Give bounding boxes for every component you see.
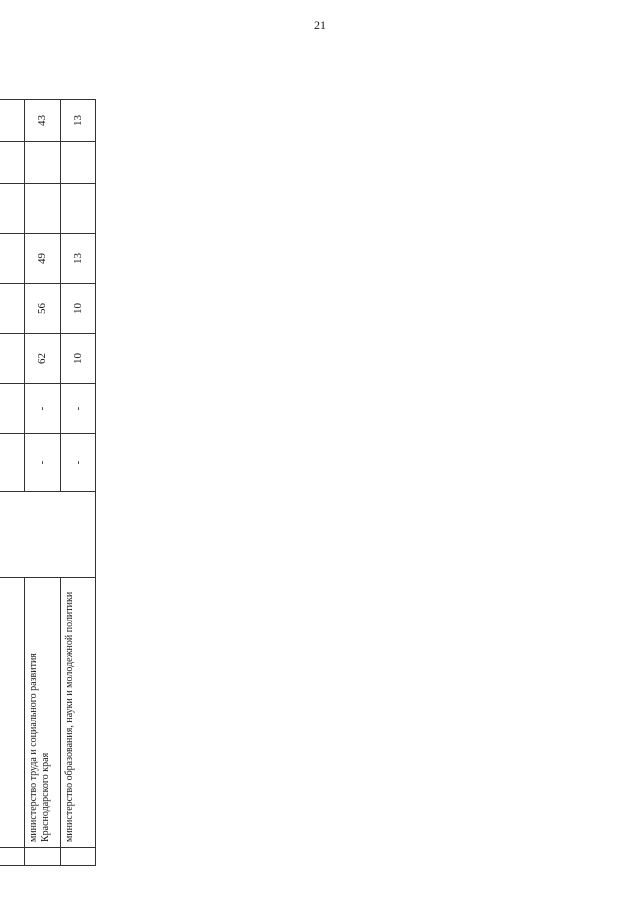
rotated-table-sheet (27, 58, 586, 866)
value-cell (0, 284, 24, 334)
value-cell: 62 (24, 334, 61, 384)
value-cell: - (61, 434, 96, 492)
row-name-cell (0, 578, 24, 848)
value-cell (61, 142, 96, 184)
value-cell: - (24, 384, 61, 434)
value-cell (0, 142, 24, 184)
row-name-cell: министерство образования, науки и молодежной политики (61, 578, 96, 848)
value-cell: 13 (61, 100, 96, 142)
row-number-cell (0, 848, 24, 866)
table-row (0, 57, 24, 865)
table-row (61, 57, 96, 865)
value-cell (0, 184, 24, 234)
value-cell: 56 (24, 284, 61, 334)
value-cell: - (61, 384, 96, 434)
value-cell: 13 (61, 234, 96, 284)
value-cell: 43 (24, 100, 61, 142)
value-cell (0, 234, 24, 284)
value-cell (0, 434, 24, 492)
value-cell (61, 184, 96, 234)
table-row (24, 57, 61, 865)
value-cell: - (24, 434, 61, 492)
value-cell: 49 (24, 234, 61, 284)
program-indicators-table (0, 57, 96, 866)
table-rotation-wrapper (0, 58, 96, 866)
value-cell (24, 184, 61, 234)
row-number-cell (61, 848, 96, 866)
value-cell: 10 (61, 334, 96, 384)
value-cell (24, 142, 61, 184)
row-number-cell (24, 848, 61, 866)
value-cell (0, 334, 24, 384)
value-cell (0, 100, 24, 142)
value-cell: 10 (61, 284, 96, 334)
unit-cell (0, 492, 96, 578)
page-number: 21 (314, 18, 326, 32)
value-cell (0, 384, 24, 434)
row-name-cell: министерство труда и социального развития Краснодарского края (24, 578, 61, 848)
